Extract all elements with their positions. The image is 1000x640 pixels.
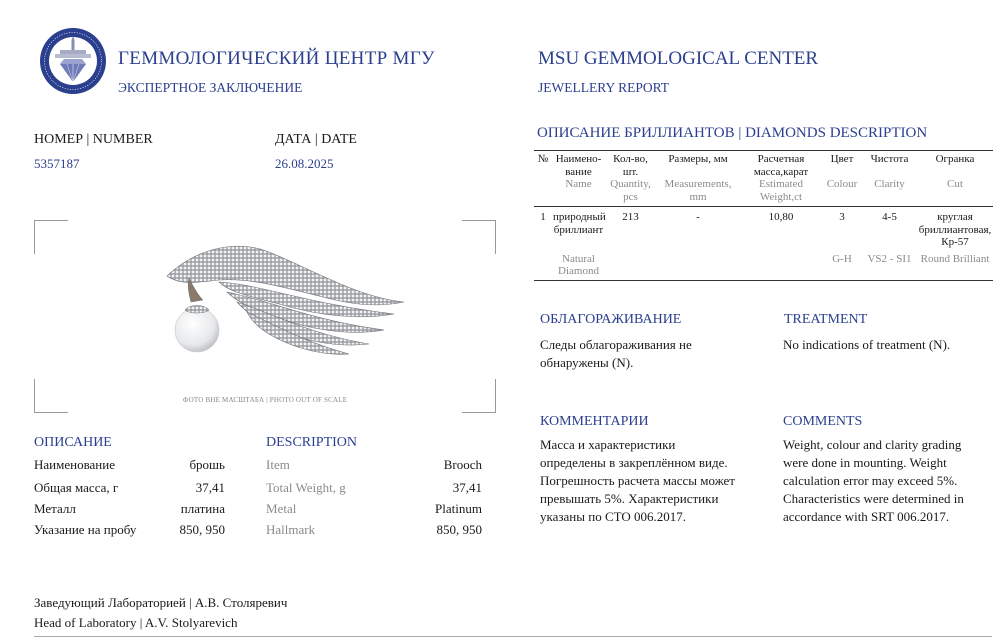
- treatment-en-title: TREATMENT: [784, 312, 868, 327]
- desc-en-value: Brooch: [443, 457, 482, 472]
- desc-en-label: Metal: [266, 501, 297, 516]
- table-cell: Round Brilliant: [917, 249, 993, 281]
- number-label: НОМЕР | NUMBER: [34, 132, 153, 147]
- treatment-en-text: No indications of treatment (N).: [783, 337, 951, 352]
- desc-ru-label: Общая масса, г: [34, 480, 119, 495]
- comments-en-text: Weight, colour and clarity grading were done in mounting. Weight calculation error may exceed 5%. Characteristics were determined in accordance with SRT 006.2017.: [783, 437, 964, 524]
- table-cell: 3: [822, 207, 862, 249]
- table-header-cell: Cut: [947, 178, 963, 190]
- table-header-cell: Estimated Weight,ct: [759, 178, 803, 203]
- table-cell: круглая бриллиантовая, Кр-57: [917, 207, 993, 249]
- desc-en-label: Total Weight, g: [266, 480, 346, 495]
- footer-divider: [34, 636, 992, 637]
- treatment-ru-title: ОБЛАГОРАЖИВАНИЕ: [540, 312, 682, 327]
- comments-en-title: COMMENTS: [783, 414, 863, 429]
- table-header-cell: №: [534, 151, 552, 179]
- table-header-ru: [534, 151, 993, 179]
- table-cell: [740, 249, 822, 281]
- table-cell: 213: [605, 207, 656, 249]
- desc-ru-label: Указание на пробу: [34, 522, 137, 537]
- description-ru-title: ОПИСАНИЕ: [34, 435, 112, 450]
- table-cell: 4-5: [862, 207, 917, 249]
- desc-ru-value: 37,41: [195, 480, 225, 495]
- ru-report-subtitle: ЭКСПЕРТНОЕ ЗАКЛЮЧЕНИЕ: [118, 80, 303, 95]
- desc-ru-value: 850, 950: [179, 522, 225, 537]
- table-header-cell: Quantity, pcs: [610, 178, 651, 203]
- table-header-cell: Clarity: [874, 178, 905, 190]
- diamonds-section-title: ОПИСАНИЕ БРИЛЛИАНТОВ | DIAMONDS DESCRIPTION: [537, 125, 928, 141]
- table-cell: природный бриллиант: [552, 207, 605, 249]
- signature-ru: Заведующий Лабораторией | А.В. Столяревич: [34, 595, 288, 610]
- table-cell: VS2 - SI1: [862, 249, 917, 281]
- desc-en-label: Hallmark: [266, 522, 316, 537]
- frame-corner: [34, 220, 68, 254]
- table-cell: -: [656, 207, 740, 249]
- ru-center-title: ГЕММОЛОГИЧЕСКИЙ ЦЕНТР МГУ: [118, 48, 435, 69]
- table-header-cell: Кол-во, шт.: [605, 151, 656, 179]
- table-header-cell: Name: [565, 178, 592, 190]
- table-cell: Natural Diamond: [552, 249, 605, 281]
- table-row: [534, 207, 993, 249]
- table-header-cell: Цвет: [822, 151, 862, 179]
- description-en-title: DESCRIPTION: [266, 435, 358, 450]
- desc-ru-value: платина: [180, 501, 225, 516]
- table-header-cell: Colour: [826, 178, 858, 190]
- desc-ru-label: Металл: [34, 501, 76, 516]
- table-header-en: [534, 178, 993, 207]
- table-cell: G-H: [822, 249, 862, 281]
- desc-ru-label: Наименование: [34, 457, 115, 472]
- diamonds-table: [534, 150, 993, 281]
- table-header-cell: Размеры, мм: [656, 151, 740, 179]
- treatment-ru-text: Следы облагораживания не обнаружены (N).: [540, 337, 692, 370]
- desc-en-value: 37,41: [452, 480, 482, 495]
- comments-ru-text: Масса и характеристики определены в закреплённом виде. Погрешность расчета массы может превышать 5%. Характеристики указаны по СТО 006.2017.: [540, 437, 735, 524]
- table-header-cell: Расчетная масса,карат: [740, 151, 822, 179]
- table-header-cell: Огранка: [917, 151, 993, 179]
- en-center-title: MSU GEMMOLOGICAL CENTER: [538, 48, 819, 69]
- frame-corner: [462, 220, 496, 254]
- signature-en: Head of Laboratory | A.V. Stolyarevich: [34, 615, 238, 630]
- photo-frame: [34, 220, 496, 413]
- date-value: 26.08.2025: [275, 156, 334, 171]
- number-value: 5357187: [34, 156, 80, 171]
- diamond-wing-brooch-with-pearl-icon: [159, 238, 409, 373]
- date-label: ДАТА | DATE: [275, 132, 357, 147]
- table-header-cell: Чистота: [862, 151, 917, 179]
- table-row: [534, 249, 993, 281]
- table-cell: [656, 249, 740, 281]
- table-header-cell: Measurements, mm: [664, 178, 732, 203]
- table-cell: 1: [534, 207, 552, 249]
- table-cell: [534, 249, 552, 281]
- comments-ru-title: КОММЕНТАРИИ: [540, 414, 649, 429]
- desc-en-label: Item: [266, 457, 290, 472]
- desc-en-value: Platinum: [435, 501, 482, 516]
- desc-ru-value: брошь: [189, 457, 225, 472]
- table-header-cell: [534, 178, 552, 207]
- msu-university-emblem-icon: [38, 26, 108, 96]
- photo-caption: ФОТО ВНЕ МАСШТАБА | PHOTO OUT OF SCALE: [182, 396, 348, 404]
- table-cell: [605, 249, 656, 281]
- en-report-subtitle: JEWELLERY REPORT: [538, 80, 670, 95]
- desc-en-value: 850, 950: [436, 522, 482, 537]
- table-header-cell: Наимено-вание: [552, 151, 605, 179]
- table-cell: 10,80: [740, 207, 822, 249]
